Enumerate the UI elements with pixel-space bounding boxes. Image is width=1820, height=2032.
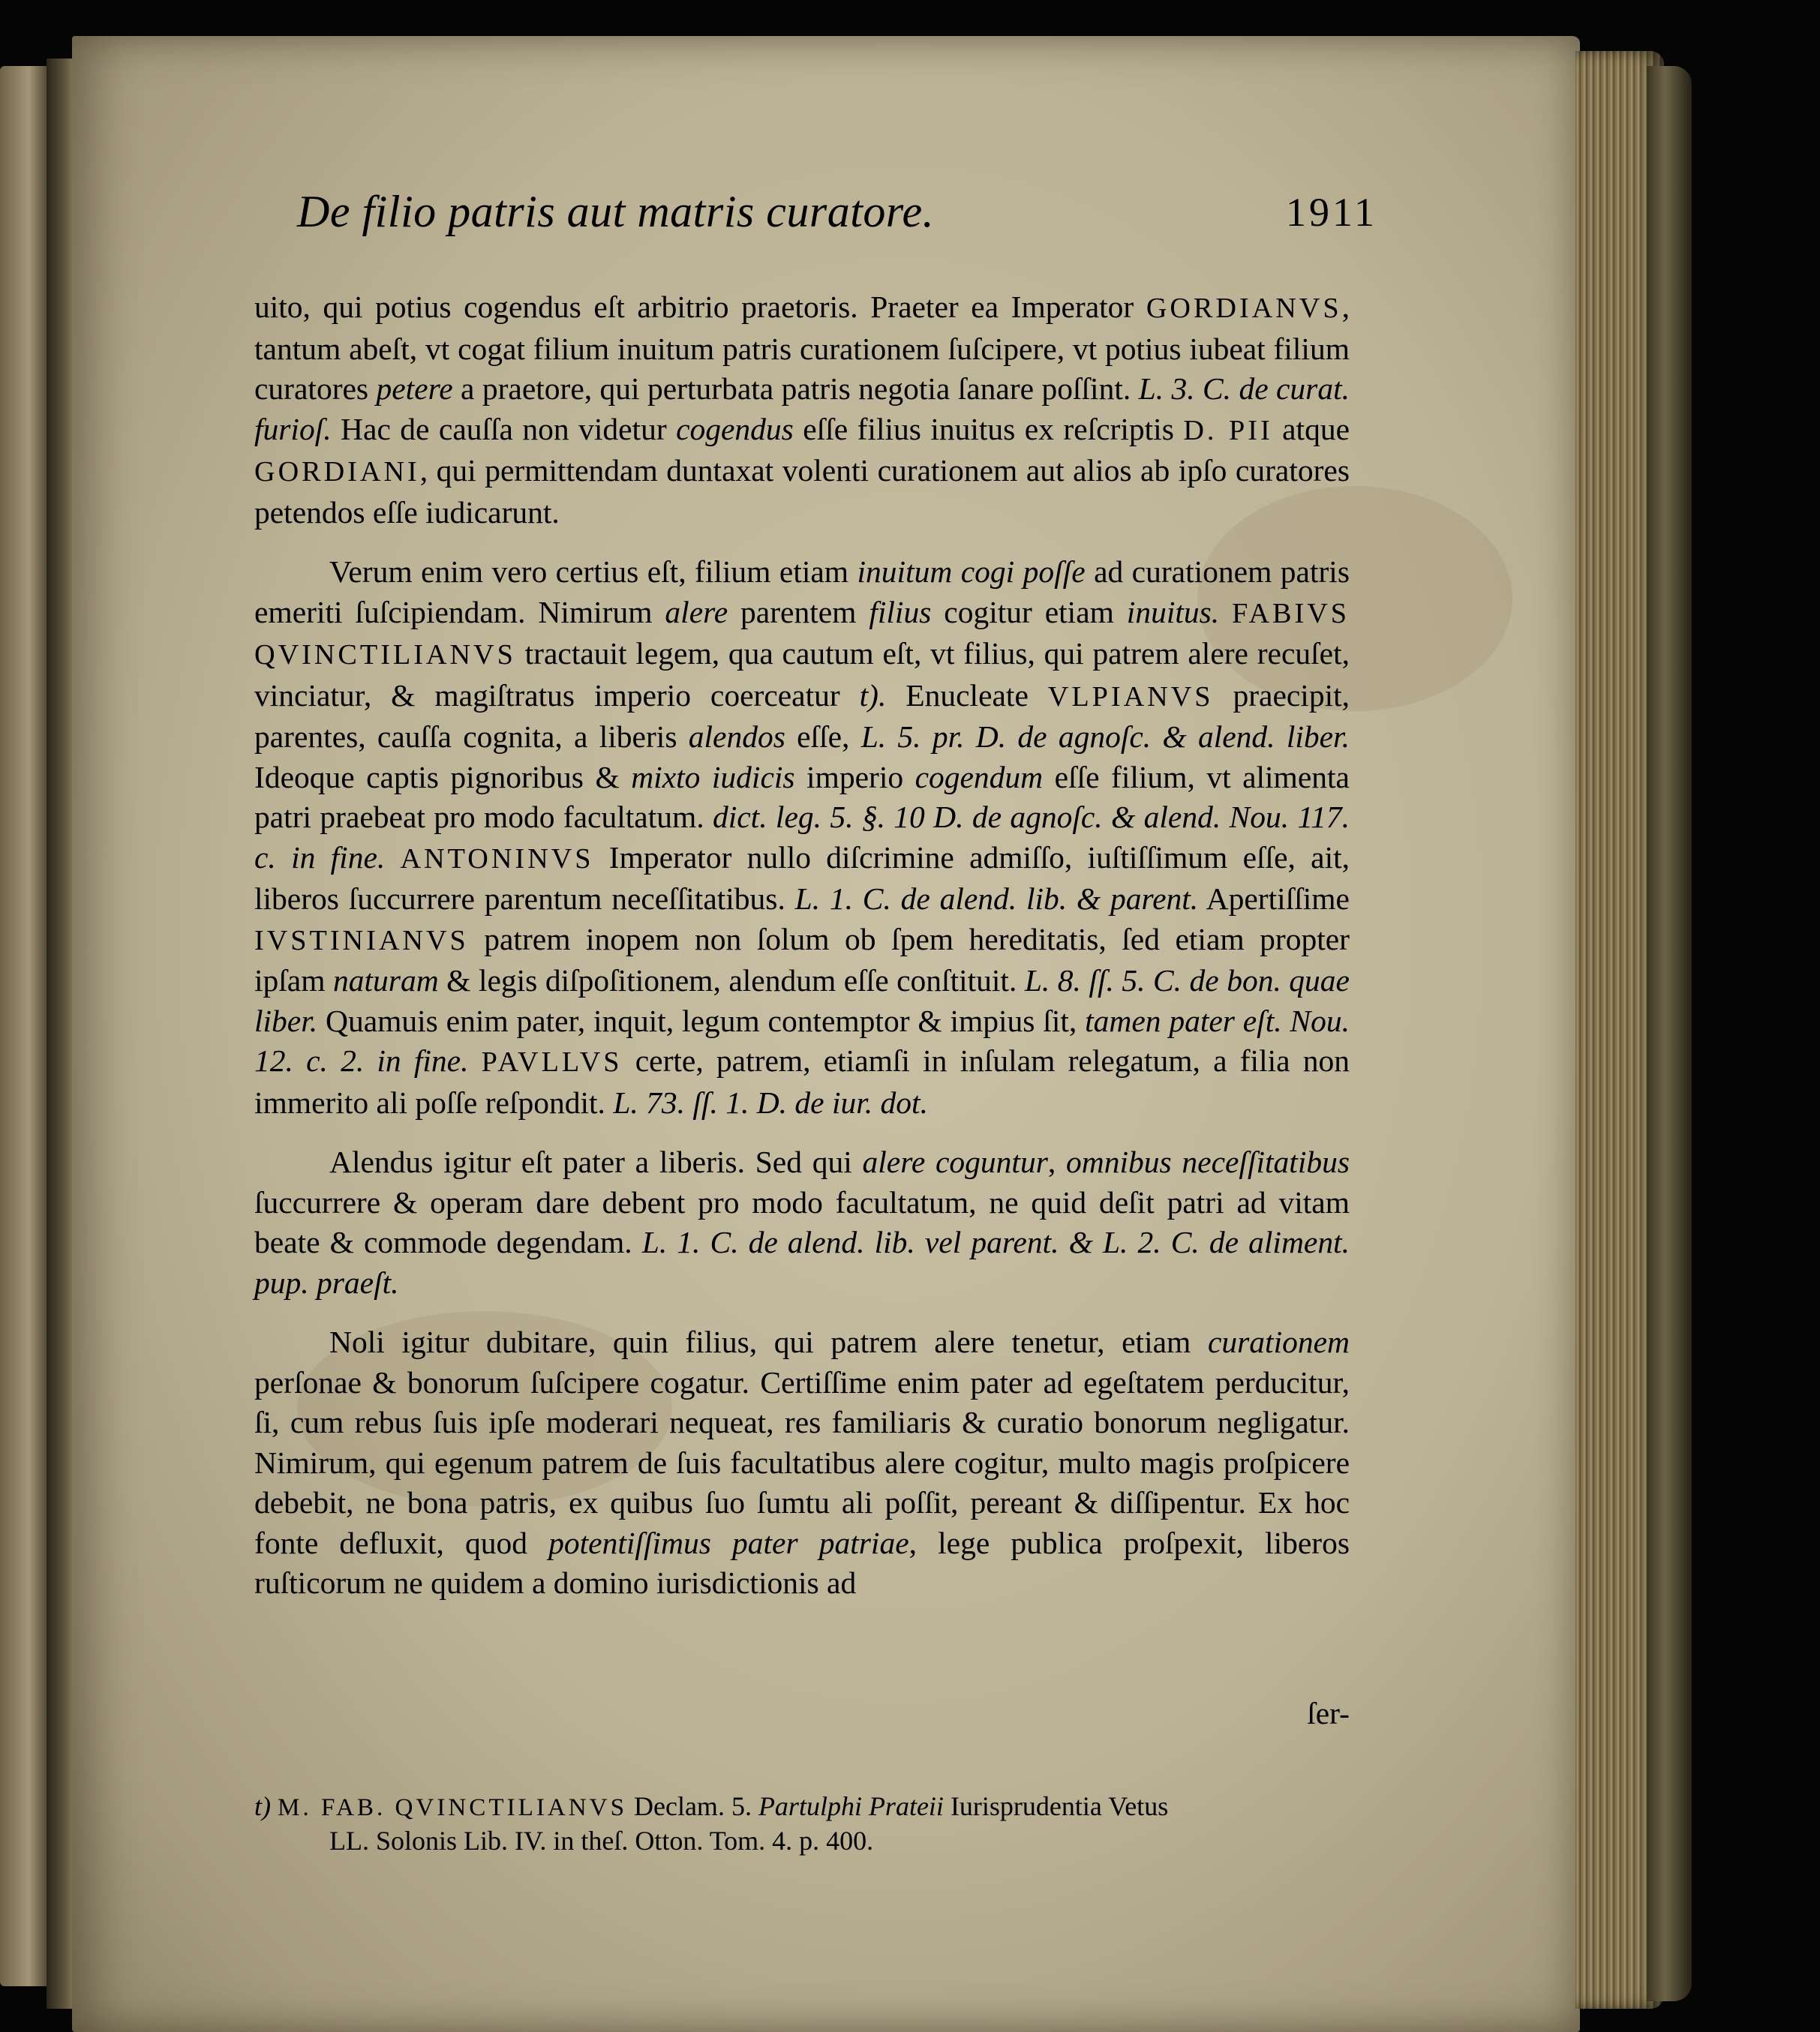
- italic-text: dict. leg. 5. §. 10 D. de agnoſc. & alend. Nou. 117. c.: [254, 800, 1350, 875]
- text-run: Quamuis enim pater, inquit, legum contemptor & impius ſit,: [317, 1003, 1086, 1038]
- text-run: ,: [1047, 1145, 1066, 1179]
- italic-text: cogendum: [915, 759, 1044, 794]
- text-run: Enucleate: [886, 677, 1048, 713]
- proper-name: GORDIANI: [254, 456, 420, 488]
- italic-text: potentiſſimus pater patriae: [548, 1525, 909, 1560]
- text-run: eſſe filium, vt alimenta patri praebeat pro modo facultatum.: [254, 759, 1350, 834]
- text-run: , tantum abeſt, vt cogat filium inuitum patris curationem ſuſcipere, vt potius iubeat filium curatores: [254, 290, 1350, 406]
- book-cover-edge: [1647, 66, 1692, 2001]
- italic-text: mixto iudicis: [631, 759, 795, 794]
- text-run: uito, qui potius cogendus eſt arbitrio praetoris. Praeter ea Imperator: [254, 290, 1146, 324]
- body-text: [254, 287, 1350, 1623]
- text-run: cogitur etiam: [931, 594, 1127, 629]
- italic-text: inuitus.: [1126, 594, 1220, 629]
- italic-text: cogendus: [676, 411, 794, 446]
- proper-name: PAVLLVS: [481, 1046, 623, 1078]
- italic-text: petere: [376, 371, 453, 406]
- italic-text: L. 73. ſſ. 1. D. de iur. dot.: [613, 1085, 928, 1120]
- proper-name: VLPIANVS: [1047, 680, 1214, 713]
- text-run: Apertiſſime: [1198, 881, 1350, 916]
- left-page-edge: [0, 66, 53, 1986]
- italic-text: naturam: [333, 963, 439, 998]
- paragraph: [254, 1322, 1350, 1604]
- italic-text: L. 3. C. de curat. furioſ.: [254, 371, 1350, 446]
- proper-name: GORDIANVS: [1146, 293, 1342, 324]
- italic-text: omnibus neceſſitatibus: [1066, 1145, 1350, 1179]
- text-run: imperio: [794, 759, 915, 794]
- text-run: certe, patrem, etiamſi in inſulam relegatum, a filia non immerito ali poſſe reſpondit.: [254, 1043, 1350, 1120]
- proper-name: ANTONINVS: [400, 842, 594, 875]
- footnote-marker: t): [254, 1791, 271, 1821]
- italic-text: curationem: [1207, 1325, 1350, 1359]
- italic-text: L. 1. C. de alend. lib. vel parent. & L. 2. C. de aliment. pup. praeſt.: [254, 1225, 1350, 1300]
- footnote-text-end: Iurisprudentia Vetus: [943, 1791, 1169, 1821]
- text-run: Imperator nullo diſcrimine admiſſo, iuſtiſſimum eſſe, ait, liberos ſuccurrere parentum neceſſitatibus.: [254, 839, 1350, 916]
- text-run: parentem: [728, 594, 869, 629]
- text-run: a praetore, qui perturbata patris negotia ſanare poſſint.: [452, 371, 1139, 406]
- text-run: & legis diſpoſitionem, alendum eſſe conſtituit.: [438, 963, 1025, 998]
- italic-text: in fine.: [291, 839, 386, 875]
- text-run: ad curationem patris emeriti ſuſcipiendam. Nimirum: [254, 554, 1350, 629]
- footnote-author: M. FAB. QVINCTILIANVS: [278, 1793, 627, 1821]
- text-run: Hac de cauſſa non videtur: [331, 411, 677, 446]
- text-run: [385, 840, 400, 875]
- footnote: [254, 1790, 1350, 1857]
- footnote-line-2: LL. Solonis Lib. IV. in theſ. Otton. Tom. 4. p. 400.: [329, 1826, 874, 1856]
- italic-text: alere: [665, 594, 728, 629]
- proper-name: D. PII: [1183, 414, 1273, 446]
- text-run: Ideoque captis pignoribus &: [254, 759, 632, 794]
- text-run: [1219, 595, 1232, 629]
- page-number: 1911: [1286, 190, 1377, 235]
- italic-text: L. 8. ſſ. 5. C. de bon. quae liber.: [254, 963, 1350, 1038]
- italic-text: tamen pater eſt. Nou. 12. c. 2. in fine.: [254, 1003, 1350, 1078]
- text-run: [276, 840, 291, 875]
- text-run: praecipit, parentes, cauſſa cognita, a liberis: [254, 677, 1350, 754]
- text-run: patrem inopem non ſolum ob ſpem hereditatis, ſed etiam propter ipſam: [254, 921, 1350, 998]
- text-run: ſuccurrere & operam dare debent pro modo facultatum, ne quid deſit patri ad vitam beate & commode degendam.: [254, 1184, 1350, 1259]
- paragraph: [254, 552, 1350, 1123]
- text-run: Noli igitur dubitare, quin filius, qui patrem alere tenetur, etiam: [329, 1325, 1208, 1359]
- text-run: tractauit legem, qua cautum eſt, vt filius, qui patrem alere recuſet, vinciatur, & magiſtratus imperio coerceatur: [254, 636, 1350, 713]
- text-run: , qui permittendam duntaxat volenti curationem aut alios ab ipſo curatores petendos eſſe iudicarunt.: [254, 453, 1350, 530]
- italic-text: t).: [859, 677, 887, 713]
- catchword-row: [254, 1694, 1350, 1734]
- proper-name: FABIVS QVINCTILIANVS: [254, 597, 1350, 671]
- text-run: Verum enim vero certius eſt, filium etiam: [329, 554, 857, 589]
- text-run: , lege publica proſpexit, liberos ruſticorum ne quidem a domino iurisdictionis ad: [254, 1525, 1350, 1600]
- text-run: [468, 1043, 481, 1078]
- text-run: perſonae & bonorum ſuſcipere cogatur. Certiſſime enim pater ad egeſtatem perducitur, ſi, cum rebus ſuis ipſe moderari nequeat, res familiaris & curatio bonorum negligatur. Nimirum, qui egenum patrem de ſuis facultatibus alere cogitur, multo magis proſpicere debebit, ne bona patris, ex quibus ſuo ſumtu ali poſſit, pereant & diſſipentur. Ex hoc fonte defluxit, quod: [254, 1364, 1350, 1560]
- running-title: De filio patris aut matris curatore.: [297, 187, 935, 236]
- italic-text: filius: [869, 594, 932, 629]
- italic-text: L. 5. pr. D. de agnoſc. & alend. liber.: [860, 719, 1350, 754]
- footnote-cited-author: Partulphi Prateii: [758, 1791, 944, 1821]
- italic-text: inuitum cogi poſſe: [857, 554, 1086, 589]
- paragraph: [254, 1142, 1350, 1303]
- italic-text: L. 1. C. de alend. lib. & parent.: [794, 881, 1199, 916]
- running-head: [297, 186, 1377, 246]
- text-run: Alendus igitur eſt pater a liberis. Sed qui: [329, 1145, 863, 1179]
- italic-text: alendos: [688, 719, 785, 754]
- right-page: [72, 36, 1580, 2032]
- text-run: atque: [1272, 411, 1350, 446]
- text-run: eſſe filius inuitus ex reſcriptis: [793, 411, 1184, 446]
- catchword: ſer-: [1307, 1696, 1350, 1730]
- footnote-text: Declam. 5.: [627, 1791, 758, 1821]
- paragraph: [254, 287, 1350, 533]
- text-run: eſſe,: [785, 719, 861, 754]
- italic-text: alere coguntur: [862, 1145, 1048, 1179]
- proper-name: IVSTINIANVS: [254, 924, 469, 956]
- open-book: [0, 36, 1688, 2032]
